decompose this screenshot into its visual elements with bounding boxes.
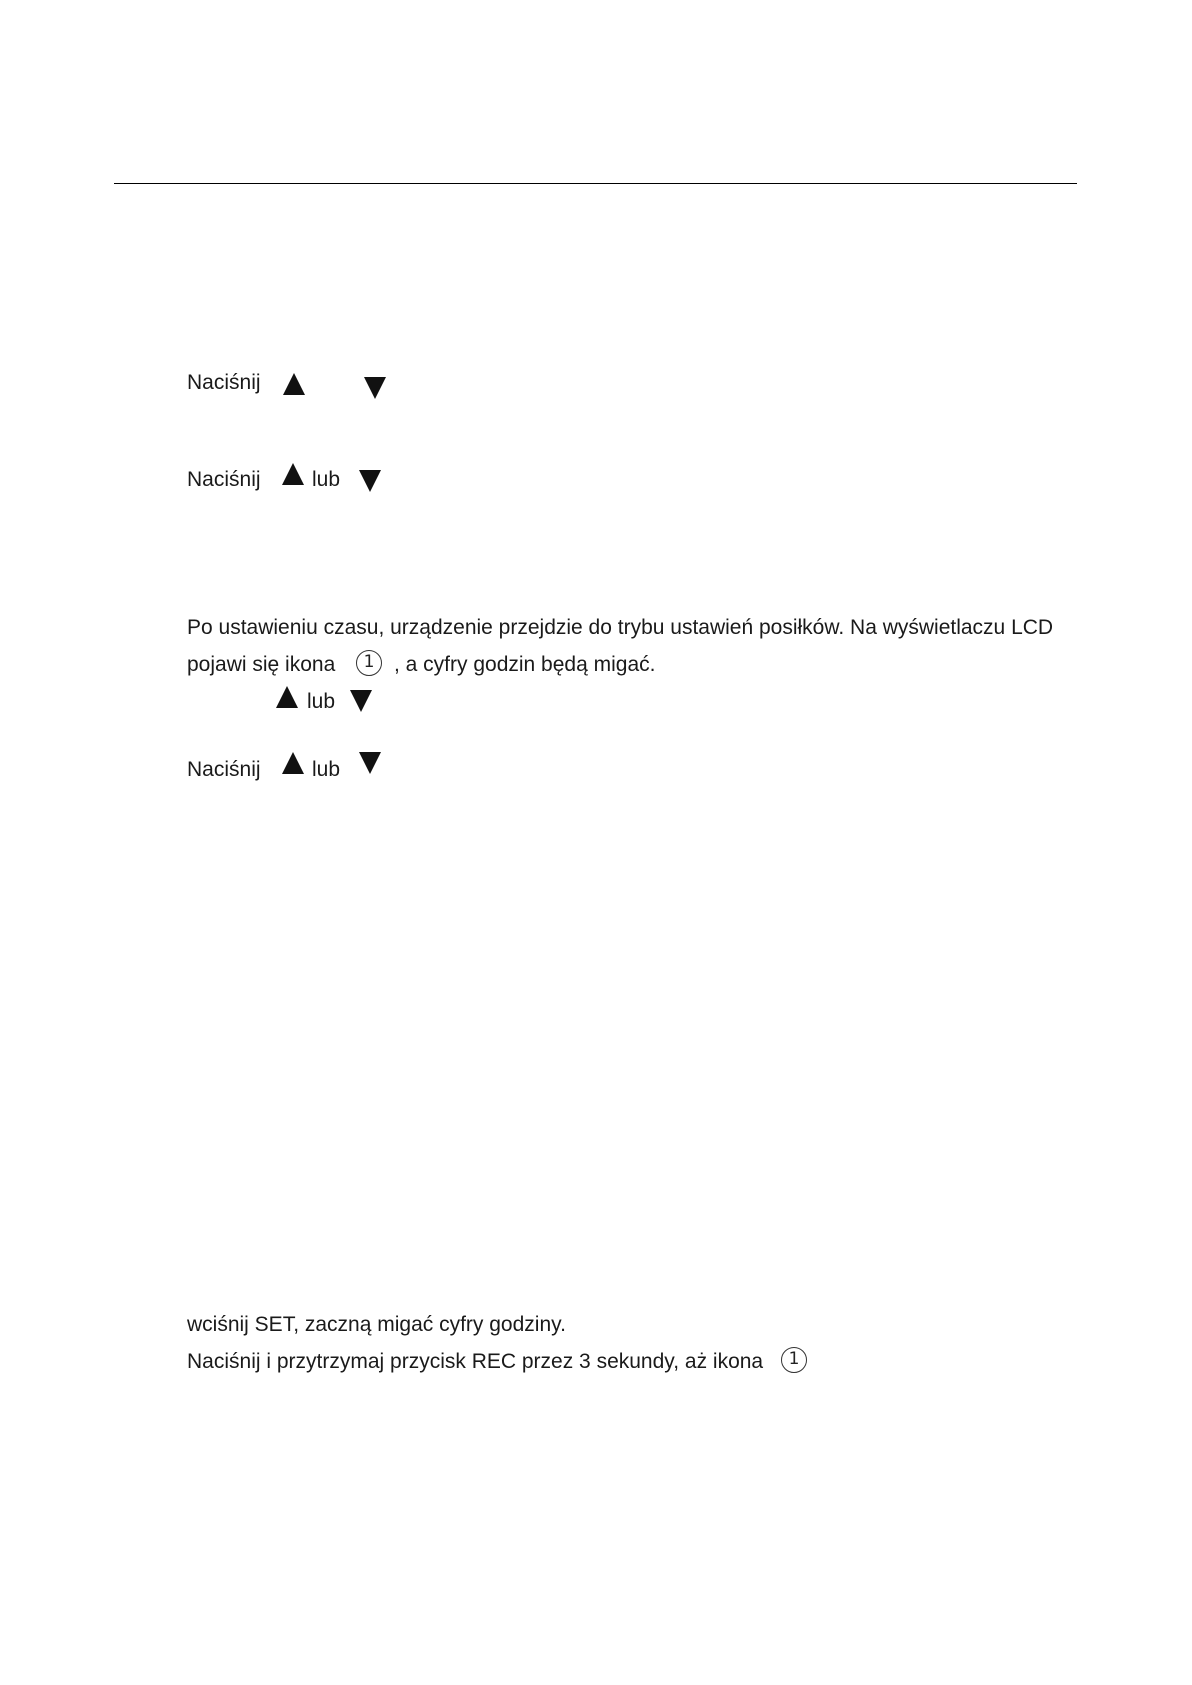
arrow-up-icon: [282, 752, 304, 774]
instruction-line-2: [187, 466, 261, 494]
instruction-label: Naciśnij: [187, 758, 261, 781]
arrow-down-icon: [359, 470, 381, 492]
paragraph-line-1: Po ustawieniu czasu, urządzenie przejdzie do trybu ustawień posiłków. Na wyświetlaczu LCD: [187, 616, 1054, 639]
arrow-down-icon: [359, 752, 381, 774]
instruction-line-3: [187, 756, 261, 784]
conjunction-text: lub: [312, 758, 341, 781]
header-rule: [114, 183, 1077, 184]
arrow-down-icon: [350, 690, 372, 712]
paragraph-text-start: pojawi się ikona: [187, 653, 336, 676]
meal-1-icon: 1: [356, 650, 382, 676]
arrow-down-icon: [364, 377, 386, 399]
paragraph-text-end: , a cyfry godzin będą migać.: [394, 653, 656, 676]
set-instruction-line: wciśnij SET, zaczną migać cyfry godziny.: [187, 1313, 566, 1336]
paragraph-line-2: [187, 651, 335, 679]
conjunction-text: lub: [312, 468, 341, 491]
instruction-label: Naciśnij: [187, 371, 261, 394]
rec-instruction-line: Naciśnij i przytrzymaj przycisk REC przez 3 sekundy, aż ikona: [187, 1350, 764, 1373]
instruction-line-1: [187, 369, 261, 397]
meal-1-icon: 1: [781, 1347, 807, 1373]
arrow-up-icon: [282, 463, 304, 485]
arrow-up-icon: [283, 373, 305, 395]
conjunction-text: lub: [307, 690, 336, 713]
instruction-label: Naciśnij: [187, 468, 261, 491]
arrow-up-icon: [276, 686, 298, 708]
